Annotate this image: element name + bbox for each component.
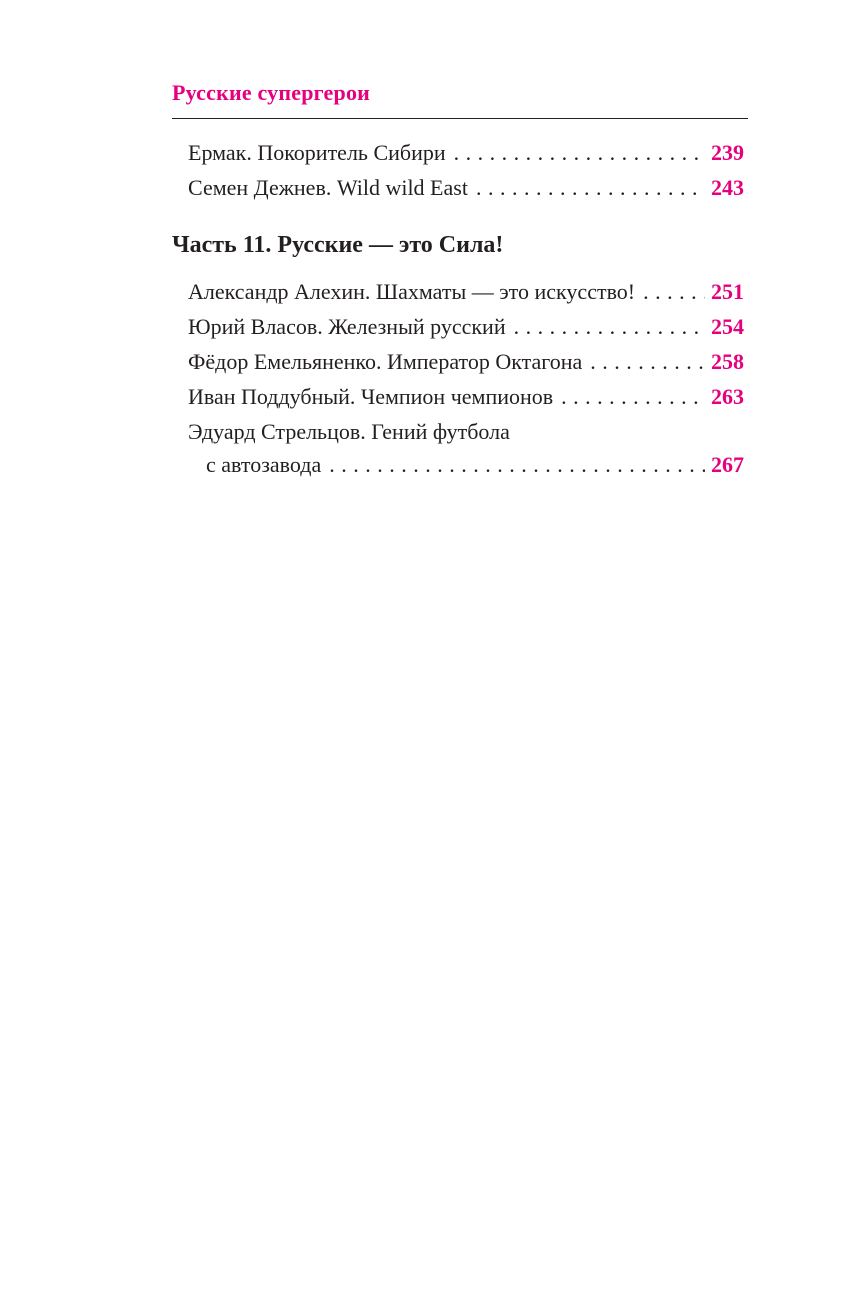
toc-entry-page: 254 (711, 314, 744, 339)
header-rule (172, 118, 748, 119)
toc-entry-title: Фёдор Емельяненко. Император Октагона (188, 349, 583, 374)
toc-entry[interactable] (172, 379, 748, 414)
dot-leader (561, 379, 705, 414)
toc-entry-page: 251 (711, 279, 744, 304)
toc-entry-multiline-cont[interactable] (172, 447, 748, 482)
toc-entry-page: 243 (711, 175, 744, 200)
toc-entry[interactable] (172, 309, 748, 344)
dot-leader (643, 274, 705, 309)
dot-leader (454, 135, 705, 170)
toc-entry-title: Иван Поддубный. Чемпион чемпионов (188, 384, 554, 409)
toc-entry[interactable] (172, 274, 748, 309)
toc-section-top (172, 135, 748, 205)
toc-entry-title: Эдуард Стрельцов. Гений футбола (188, 419, 510, 444)
dot-leader (590, 344, 705, 379)
toc-entry-title-cont: с автозавода (206, 452, 322, 477)
toc-entry[interactable] (172, 170, 748, 205)
toc-entry-multiline-first[interactable] (172, 414, 748, 447)
toc-entry-title: Ермак. Покоритель Сибири (188, 140, 446, 165)
dot-leader (329, 447, 705, 482)
part-title: Часть 11. Русские — это Сила! (172, 232, 504, 258)
running-head: Русские супергерои (172, 80, 371, 105)
toc-section-part (172, 274, 748, 482)
dot-leader (476, 170, 705, 205)
toc-entry[interactable] (172, 135, 748, 170)
toc-entry-title: Александр Алехин. Шахматы — это искусство! (188, 279, 636, 304)
toc-entry-page: 267 (711, 452, 744, 477)
toc-entry-page: 258 (711, 349, 744, 374)
dot-leader (514, 309, 705, 344)
toc-entry-page: 239 (711, 140, 744, 165)
toc-entry-title: Семен Дежнев. Wild wild East (188, 175, 468, 200)
toc-entry-title: Юрий Власов. Железный русский (188, 314, 506, 339)
toc-entry[interactable] (172, 344, 748, 379)
toc-entry-page: 263 (711, 384, 744, 409)
